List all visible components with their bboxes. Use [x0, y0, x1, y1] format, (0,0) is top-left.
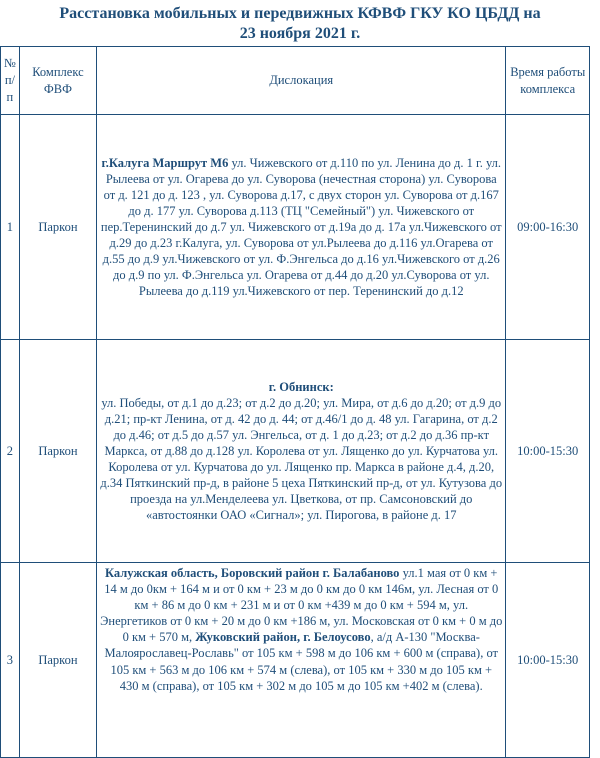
title-line-2: 23 ноября 2021 г.	[239, 25, 361, 42]
location-text: ул.1 мая от 0 км + 14 м до 0км + 164 м и от 0 км + 23 м до 0 км до 0 км 146м, ул. Лесная от 0 км + 86 м до 0 км + 231 м и от 0 км +439 м до 0 км + 594 м, ул. Энергетиков от 0 км + 20 м до 0 км +186 м, ул. Московская от 0 км + 0 м до 0 км + 570 м,	[100, 566, 503, 645]
location-text-2: , а/д А-130 "Москва-Малоярославец-Рославь" от 105 км + 598 м до 106 км + 600 м (справа), от 105 км + 563 м до 106 км + 574 м (слева), от 105 км + 330 м до 105 км + 430 м (справа), от 105 км + 302 м до 105 м до 105 км +402 м (слева).	[104, 630, 498, 693]
row-time: 10:00-15:30	[506, 340, 590, 563]
table-row	[1, 115, 590, 340]
row-complex: Паркон	[19, 340, 96, 563]
header-complex: Комплекс ФВФ	[19, 47, 96, 115]
location-text: ул. Победы, от д.1 до д.23; от д.2 до д.20; ул. Мира, от д.6 до д.20; от д.9 до д.21; пр-кт Ленина, от д. 42 до д. 44; от д.46/1 до д. 48 ул. Гагарина, от д.2 до д.46; от д.5 до д.57 ул. Энгельса, от д. 1 до д.23; от д.2 до д.36 пр-кт Маркса, от д.88 до д.128 ул. Королева от ул. Лященко до ул. Курчатова ул. Королева от ул. Курчатова до ул. Лященко пр. Маркса в районе д.4, д.20, д.34 Пяткинский пр-д, в районе 5 цеха Пяткинский пр-д, от ул. Кутузова до проезда на ул.Менделеева ул. Цветкова, от пр. Самсоновский до «автостоянки ОАО «Сигнал»; ул. Пирогова, в районе д. 17	[100, 395, 503, 523]
row-time: 09:00-16:30	[506, 115, 590, 340]
row-time: 10:00-15:30	[506, 563, 590, 758]
row-complex: Паркон	[19, 563, 96, 758]
row-location	[97, 340, 506, 563]
table-header-row	[1, 47, 590, 115]
title-line-1: Расстановка мобильных и передвижных КФВФ ГКУ КО ЦБДД на	[59, 5, 541, 22]
row-complex: Паркон	[19, 115, 96, 340]
row-location	[97, 563, 506, 758]
location-bold: Калужская область, Боровский район г. Балабаново	[105, 566, 400, 580]
row-num: 2	[1, 340, 20, 563]
location-text: ул. Чижевского от д.110 по ул. Ленина до д. 1 г. ул. Рылеева от ул. Огарева до ул. Суворова (нечестная сторона) ул. Суворова от д. 121 до д. 123 , ул. Суворова д.17, с двух сторон ул. Суворова от д.167 до д. 177 ул. Суворова д.113 (ТЦ "Семейный") ул. Чижевского от пер.Теренинский до д.7 ул. Чижевского от д.19а до д. 17а ул.Чижевского от д.29 до д.23 г.Калуга, ул. Суворова от ул.Рылеева до д.116 ул.Огарева от д.55 до д.9 ул.Чижевского от ул. Ф.Энгельса до д.16 ул.Чижевского от д.26 до д.9 по ул. Ф.Энгельса ул. Огарева от д.44 до д.20 ул.Суворова от ул. Рылеева до д.119 ул.Чижевского от пер. Теренинский до д.12	[100, 155, 502, 299]
row-location	[97, 115, 506, 340]
table-row	[1, 563, 590, 758]
row-num: 3	[1, 563, 20, 758]
location-bold: г. Обнинск:	[268, 379, 334, 394]
header-num: № п/п	[1, 47, 20, 115]
row-num: 1	[1, 115, 20, 340]
location-bold: г.Калуга Маршрут М6	[101, 155, 229, 170]
page-title	[0, 0, 600, 46]
header-time: Время работы комплекса	[506, 47, 590, 115]
header-location: Дислокация	[97, 47, 506, 115]
placement-table	[0, 46, 590, 758]
table-row	[1, 340, 590, 563]
location-bold-2: Жуковский район, г. Белоусово	[192, 630, 371, 645]
